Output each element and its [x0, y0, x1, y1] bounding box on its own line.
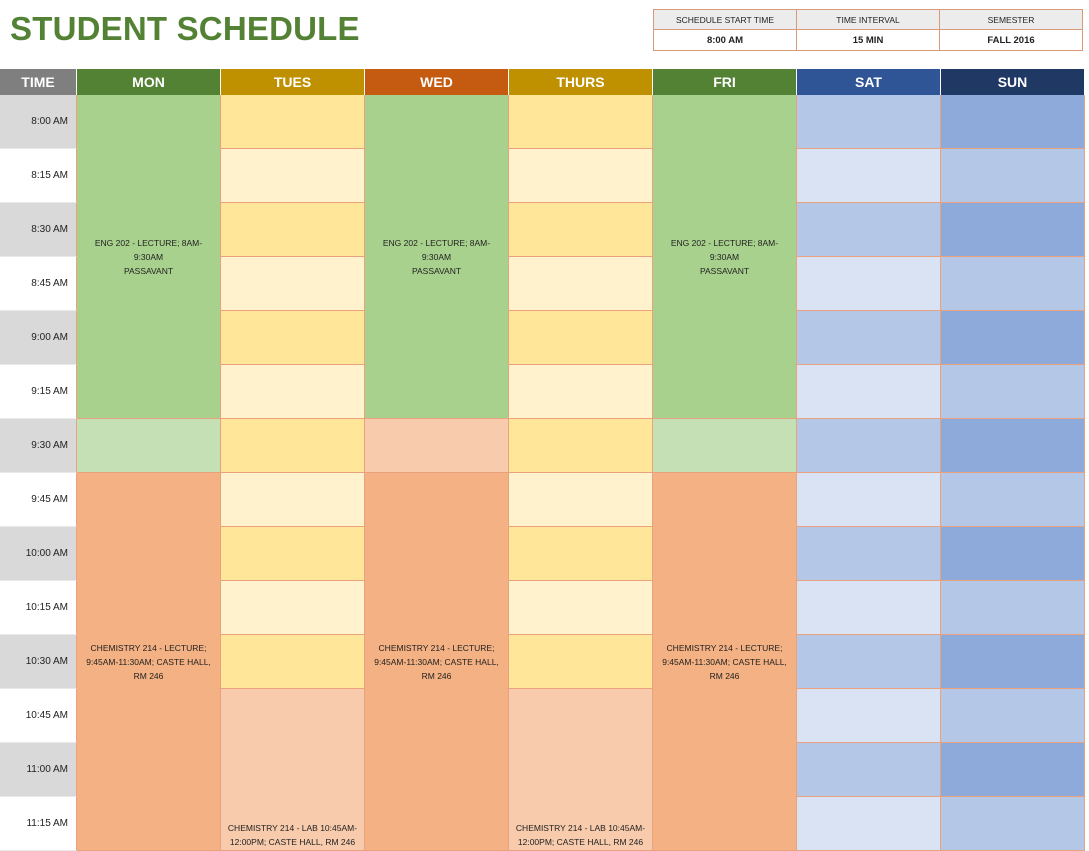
tues-slot[interactable] [221, 95, 365, 149]
sun-slot[interactable] [941, 149, 1085, 203]
sat-slot[interactable] [797, 527, 941, 581]
sat-slot[interactable] [797, 689, 941, 743]
mon-eng-202-lecture[interactable]: ENG 202 - LECTURE; 8AM-9:30AM PASSAVANT [77, 95, 221, 419]
sun-slot[interactable] [941, 311, 1085, 365]
time-label: 8:15 AM [0, 149, 77, 203]
sat-slot[interactable] [797, 635, 941, 689]
time-label: 10:15 AM [0, 581, 77, 635]
sat-slot[interactable] [797, 203, 941, 257]
time-label: 9:30 AM [0, 419, 77, 473]
thurs-slot[interactable] [509, 635, 653, 689]
sun-slot[interactable] [941, 365, 1085, 419]
sun-slot[interactable] [941, 257, 1085, 311]
sat-slot[interactable] [797, 797, 941, 851]
mon-chemistry-214-lecture[interactable]: CHEMISTRY 214 - LECTURE; 9:45AM-11:30AM; CASTE HALL, RM 246 [77, 473, 221, 851]
wed-chemistry-214-lecture[interactable]: CHEMISTRY 214 - LECTURE; 9:45AM-11:30AM; CASTE HALL, RM 246 [365, 473, 509, 851]
thurs-slot[interactable] [509, 203, 653, 257]
thurs-slot[interactable] [509, 257, 653, 311]
schedule-settings-table [653, 9, 1083, 51]
sun-slot[interactable] [941, 527, 1085, 581]
tues-slot[interactable] [221, 257, 365, 311]
tues-slot[interactable] [221, 581, 365, 635]
column-header-sat: SAT [797, 69, 941, 95]
fri-eng-202-lecture[interactable]: ENG 202 - LECTURE; 8AM-9:30AM PASSAVANT [653, 95, 797, 419]
tues-slot[interactable] [221, 635, 365, 689]
page-title: STUDENT SCHEDULE [10, 10, 360, 47]
time-label: 10:00 AM [0, 527, 77, 581]
fri-slot-930[interactable] [653, 419, 797, 473]
sat-slot[interactable] [797, 257, 941, 311]
time-label: 11:00 AM [0, 743, 77, 797]
thurs-slot[interactable] [509, 149, 653, 203]
time-label: 10:30 AM [0, 635, 77, 689]
sat-slot[interactable] [797, 743, 941, 797]
sat-slot[interactable] [797, 149, 941, 203]
time-label: 10:45 AM [0, 689, 77, 743]
thurs-chemistry-214-lab[interactable]: CHEMISTRY 214 - LAB 10:45AM- 12:00PM; CASTE HALL, RM 246 [509, 689, 653, 851]
mon-slot-930[interactable] [77, 419, 221, 473]
time-label: 9:00 AM [0, 311, 77, 365]
thurs-slot[interactable] [509, 311, 653, 365]
sat-slot[interactable] [797, 473, 941, 527]
schedule-grid [0, 69, 1089, 847]
semester-value[interactable]: FALL 2016 [940, 30, 1083, 51]
sat-slot[interactable] [797, 419, 941, 473]
tues-slot[interactable] [221, 203, 365, 257]
time-label: 9:15 AM [0, 365, 77, 419]
tues-slot[interactable] [221, 473, 365, 527]
sun-slot[interactable] [941, 581, 1085, 635]
start-time-value[interactable]: 8:00 AM [654, 30, 797, 51]
semester-label: SEMESTER [940, 10, 1083, 30]
thurs-slot[interactable] [509, 527, 653, 581]
sat-slot[interactable] [797, 95, 941, 149]
sun-slot[interactable] [941, 689, 1085, 743]
time-label: 8:45 AM [0, 257, 77, 311]
sat-slot[interactable] [797, 311, 941, 365]
thurs-slot[interactable] [509, 419, 653, 473]
tues-slot[interactable] [221, 149, 365, 203]
time-label: 8:30 AM [0, 203, 77, 257]
wed-slot-930[interactable] [365, 419, 509, 473]
column-header-time: TIME [0, 69, 77, 95]
tues-slot[interactable] [221, 527, 365, 581]
thurs-slot[interactable] [509, 581, 653, 635]
column-header-sun: SUN [941, 69, 1085, 95]
sun-slot[interactable] [941, 203, 1085, 257]
interval-value[interactable]: 15 MIN [797, 30, 940, 51]
fri-chemistry-214-lecture[interactable]: CHEMISTRY 214 - LECTURE; 9:45AM-11:30AM; CASTE HALL, RM 246 [653, 473, 797, 851]
time-label: 11:15 AM [0, 797, 77, 851]
column-header-thurs: THURS [509, 69, 653, 95]
tues-slot[interactable] [221, 311, 365, 365]
tues-slot[interactable] [221, 419, 365, 473]
thurs-slot[interactable] [509, 473, 653, 527]
time-label: 8:00 AM [0, 95, 77, 149]
sun-slot[interactable] [941, 419, 1085, 473]
column-header-mon: MON [77, 69, 221, 95]
tues-chemistry-214-lab[interactable]: CHEMISTRY 214 - LAB 10:45AM- 12:00PM; CASTE HALL, RM 246 [221, 689, 365, 851]
sun-slot[interactable] [941, 635, 1085, 689]
wed-eng-202-lecture[interactable]: ENG 202 - LECTURE; 8AM-9:30AM PASSAVANT [365, 95, 509, 419]
sun-slot[interactable] [941, 743, 1085, 797]
thurs-slot[interactable] [509, 95, 653, 149]
interval-label: TIME INTERVAL [797, 10, 940, 30]
time-label: 9:45 AM [0, 473, 77, 527]
tues-slot[interactable] [221, 365, 365, 419]
sat-slot[interactable] [797, 365, 941, 419]
sun-slot[interactable] [941, 473, 1085, 527]
thurs-slot[interactable] [509, 365, 653, 419]
column-header-wed: WED [365, 69, 509, 95]
sat-slot[interactable] [797, 581, 941, 635]
column-header-fri: FRI [653, 69, 797, 95]
column-header-tues: TUES [221, 69, 365, 95]
start-time-label: SCHEDULE START TIME [654, 10, 797, 30]
sun-slot[interactable] [941, 95, 1085, 149]
sun-slot[interactable] [941, 797, 1085, 851]
